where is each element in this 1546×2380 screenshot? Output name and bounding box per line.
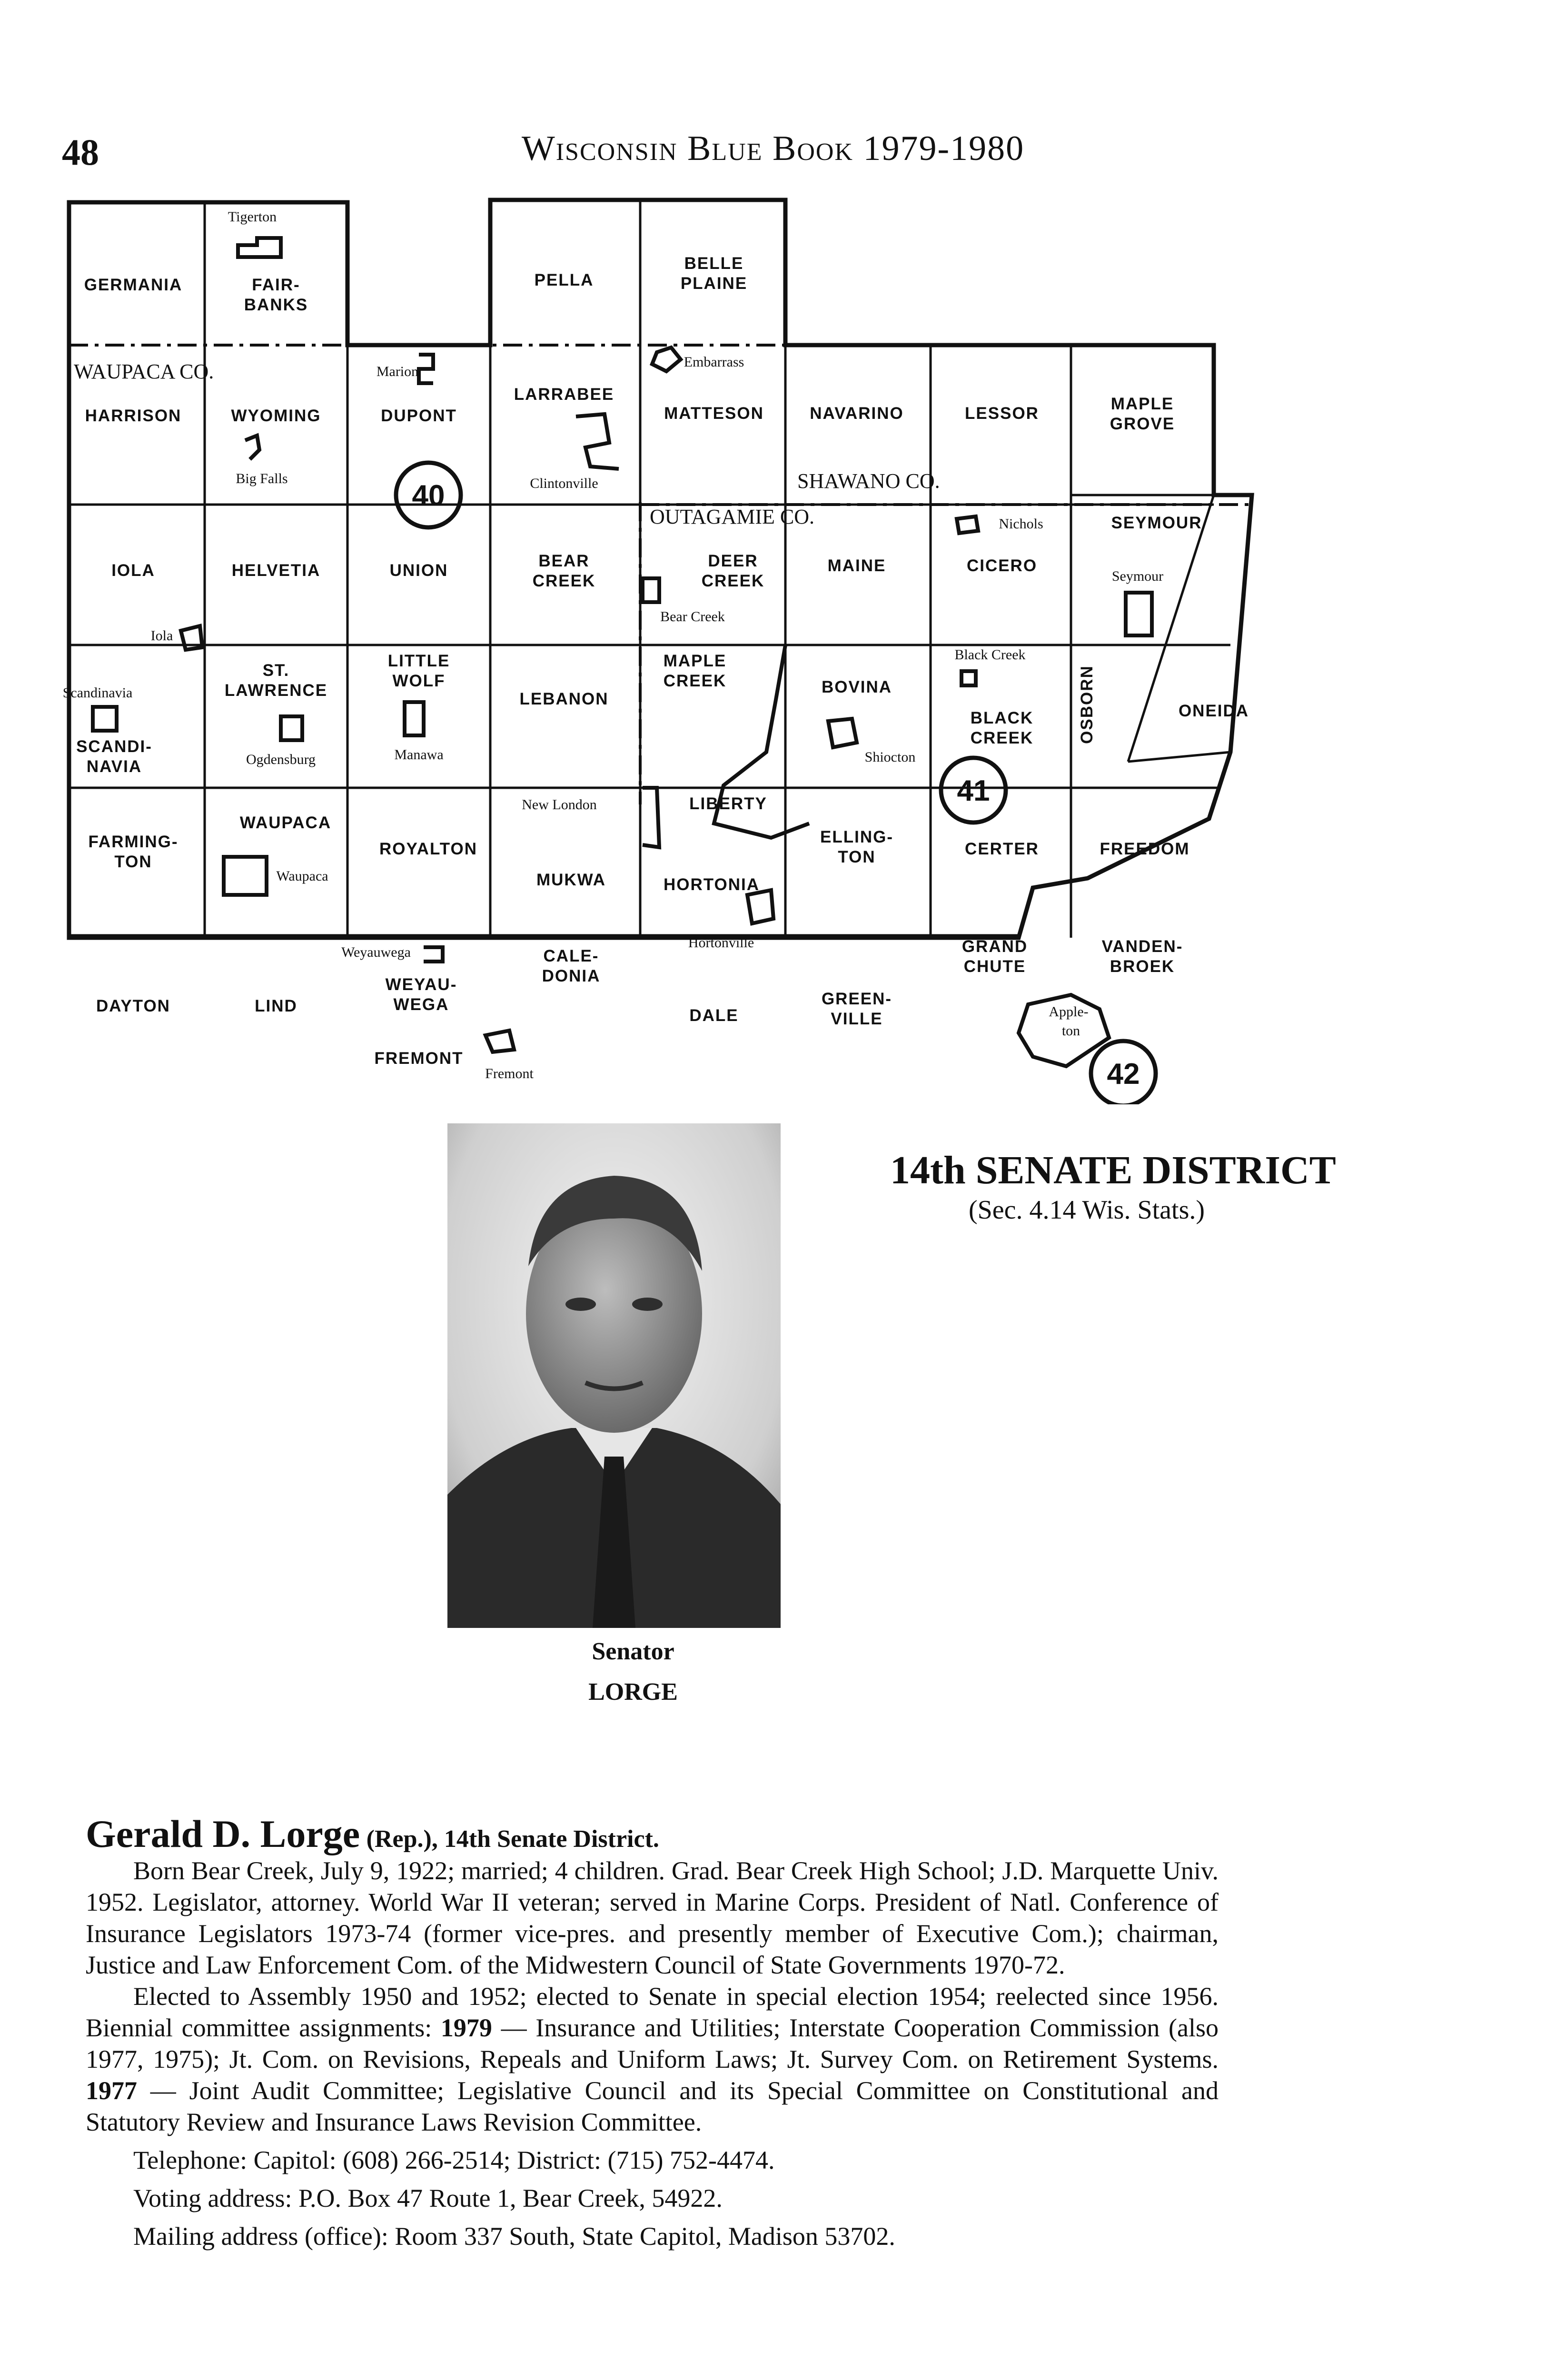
town-weyauwega-1: WEYAU- [385,975,457,994]
town-fairbanks-1: FAIR- [252,276,300,294]
town-iola: IOLA [111,561,155,580]
party-district: (Rep.), 14th Senate District. [366,1825,659,1853]
new-london-shape [643,788,659,847]
town-caledonia-2: DONIA [542,967,601,985]
town-greenville-1: GREEN- [821,990,892,1008]
town-fairbanks-2: BANKS [244,296,308,314]
photo-caption-name: LORGE [588,1678,678,1706]
town-weyauwega-2: WEGA [393,995,449,1014]
bio-mailing-address: Mailing address (office): Room 337 South, State Capitol, Madison 53702. [133,2222,895,2251]
scandinavia-shape [93,707,117,731]
town-st-lawrence-1: ST. [262,661,290,680]
city-weyauwega: Weyauwega [341,944,411,960]
big-falls-shape [245,436,259,459]
town-oneida: ONEIDA [1178,702,1249,720]
town-germania: GERMANIA [84,276,183,294]
town-center: CERTER [965,840,1039,858]
town-little-wolf-2: WOLF [392,672,446,690]
city-clintonville: Clintonville [530,476,598,491]
bear-creek-shape [643,578,659,602]
town-union: UNION [389,561,448,580]
hortonville-shape [747,890,773,923]
embarrass-shape [652,347,681,371]
running-head: Wisconsin Blue Book 1979-1980 [521,129,1025,168]
tigerton-shape [238,238,281,257]
town-pella: PELLA [534,271,594,289]
senator-biography [86,1812,1219,2252]
district-title: 14th SENATE DISTRICT [890,1148,1336,1192]
town-cicero: CICERO [966,556,1038,575]
city-black-creek: Black Creek [954,647,1026,663]
town-vandenbroek-2: BROEK [1110,957,1175,976]
town-belle-plaine-1: BELLE [684,254,744,273]
township-labels [76,254,1249,1068]
town-grand-chute-1: GRAND [961,937,1028,956]
nichols-shape [957,516,978,533]
town-bear-creek-2: CREEK [532,572,596,590]
town-matteson: MATTESON [664,404,764,423]
town-lebanon: LEBANON [519,690,609,708]
assembly-district-40: 40 [412,479,445,512]
weyauwega-shape [424,947,443,962]
city-manawa: Manawa [394,747,444,763]
city-marion: Marion [376,364,419,379]
page-number: 48 [62,131,99,173]
town-bovina: BOVINA [821,678,892,696]
town-royalton: ROYALTON [379,840,477,858]
city-big-falls: Big Falls [236,471,288,486]
city-fremont: Fremont [485,1066,534,1081]
marion-shape [419,355,433,383]
town-maple-creek-1: MAPLE [663,652,727,670]
senator-portrait [447,1123,781,1628]
town-dayton: DAYTON [96,997,170,1015]
town-lind: LIND [255,997,297,1015]
city-ogdensburg: Ogdensburg [246,752,316,767]
city-new-london: New London [522,797,597,813]
town-lessor: LESSOR [965,404,1039,423]
town-navarino: NAVARINO [810,404,904,423]
town-wyoming: WYOMING [231,407,321,425]
city-shiocton: Shiocton [864,749,916,765]
town-dale: DALE [689,1006,739,1025]
waupaca-shape [224,857,267,895]
town-maple-grove-1: MAPLE [1110,395,1174,413]
district-statute-reference: (Sec. 4.14 Wis. Stats.) [969,1195,1205,1225]
town-scandinavia-2: NAVIA [86,757,142,776]
town-dupont: DUPONT [381,407,457,425]
town-ellington-1: ELLING- [820,828,893,846]
town-freedom: FREEDOM [1100,840,1190,858]
clintonville-shape [576,414,619,469]
town-fremont: FREMONT [374,1049,464,1068]
assembly-district-41: 41 [957,774,990,807]
bio-heading [86,1812,1219,1855]
town-st-lawrence-2: LAWRENCE [224,681,328,700]
assembly-district-markers [393,463,1156,1104]
shiocton-shape [828,719,857,747]
county-label-waupaca: WAUPACA CO. [74,360,214,383]
town-vandenbroek-1: VANDEN- [1101,937,1183,956]
manawa-shape [405,702,424,735]
town-liberty: LIBERTY [689,794,767,813]
bio-telephone: Telephone: Capitol: (608) 266-2514; District: (715) 752-4474. [133,2146,775,2174]
bio-paragraph-service: Elected to Assembly 1950 and 1952; elected to Senate in special election 1954; reelected since 1956. Biennial committee assignments: 1979 — Insurance and Utilities; Interstate Cooperation Commission (also 1977, 1975); Jt. Com. on Revisions, Repeals and Uniform Laws; Jt. Survey Com. on Retirement Systems. 1977 — Joint Audit Committee; Legislative Council and its Special Committee on Constitutional and Statutory Review and Insurance Laws Revision Committee. [86,1982,1219,2136]
town-greenville-2: VILLE [831,1010,883,1028]
city-scandinavia: Scandinavia [62,685,133,701]
black-creek-shape [961,671,976,685]
town-belle-plaine-2: PLAINE [680,274,748,293]
seymour-shape [1126,593,1152,635]
county-label-shawano: SHAWANO CO. [797,469,940,493]
county-label-outagamie: OUTAGAMIE CO. [650,505,815,528]
bio-paragraph-background: Born Bear Creek, July 9, 1922; married; 4 children. Grad. Bear Creek High School; J.D. Marquette Univ. 1952. Legislator, attorney. World War II veteran; served in Marine Corps. President of Natl. Conference of Insurance Legislators 1973-74 (former vice-pres. and presently member of Executive Com.); chairman, Justice and Law Enforcement Com. of the Midwestern Council of State Governments 1970-72. [86,1856,1219,1979]
town-farmington-2: TON [114,853,152,871]
town-larrabee: LARRABEE [514,385,614,404]
town-black-creek-2: CREEK [970,729,1034,747]
town-grand-chute-2: CHUTE [963,957,1026,976]
town-seymour: SEYMOUR [1111,514,1202,532]
town-scandinavia-1: SCANDI- [76,737,152,756]
town-harrison: HARRISON [85,407,182,425]
town-bear-creek-1: BEAR [538,552,590,570]
town-deer-creek-1: DEER [708,552,758,570]
town-maple-grove-2: GROVE [1110,415,1175,433]
bio-voting-address: Voting address: P.O. Box 47 Route 1, Bear Creek, 54922. [133,2184,723,2212]
fremont-shape [486,1031,514,1052]
senator-name: Gerald D. Lorge [86,1812,360,1855]
town-osborn: OSBORN [1078,665,1096,744]
town-waupaca: WAUPACA [239,813,332,832]
town-farmington-1: FARMING- [88,833,178,851]
city-iola: Iola [150,628,173,644]
town-hortonia: HORTONIA [663,875,760,894]
city-bear-creek: Bear Creek [660,609,725,625]
city-seymour: Seymour [1111,568,1164,584]
town-helvetia: HELVETIA [231,561,321,580]
city-tigerton: Tigerton [228,209,277,225]
assembly-district-42: 42 [1107,1058,1140,1091]
town-mukwa: MUKWA [536,871,606,889]
senate-district-map [57,190,1352,1104]
town-maple-creek-2: CREEK [663,672,727,690]
photo-caption-label: Senator [592,1638,674,1665]
city-appleton-2: ton [1061,1023,1080,1039]
ogdensburg-shape [281,716,302,740]
town-little-wolf-1: LITTLE [387,652,450,670]
town-maine: MAINE [827,556,886,575]
city-appleton-1: Apple- [1049,1004,1089,1020]
town-ellington-2: TON [838,848,876,866]
city-nichols: Nichols [999,516,1043,532]
town-deer-creek-2: CREEK [701,572,765,590]
city-hortonville: Hortonville [688,935,754,951]
city-waupaca: Waupaca [276,868,328,884]
town-black-creek-1: BLACK [970,709,1034,727]
town-caledonia-1: CALE- [543,947,599,965]
city-embarrass: Embarrass [684,354,744,370]
